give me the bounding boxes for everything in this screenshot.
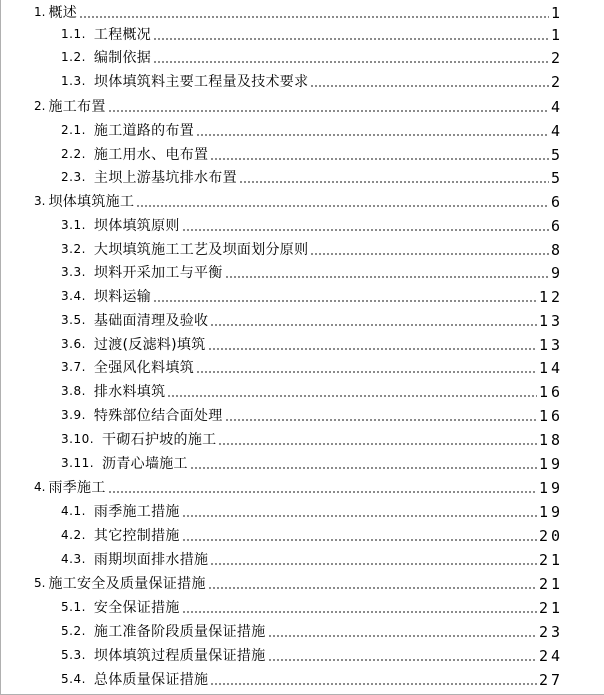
toc-title: 干砌石护坡的施工 [102,432,217,448]
toc-entry-3-8[interactable] [61,379,563,401]
toc-entry-3-2[interactable] [61,237,563,259]
toc-title: 概述 [48,5,78,21]
dot-leader [190,467,537,469]
dot-leader [196,134,549,136]
toc-number: 3.7. [61,360,86,374]
toc-page-number: 13 [538,312,563,330]
toc-entry-3-10[interactable] [61,427,563,449]
toc-title: 坝体填筑施工 [48,194,135,210]
toc-number: 2.1. [61,123,86,137]
toc-page-number: 18 [538,431,563,449]
toc-title: 特殊部位结合面处理 [93,408,223,424]
toc-page-number: 8 [550,241,563,259]
dot-leader [218,443,536,445]
toc-number: 4. [34,480,46,494]
toc-entry-2-3[interactable] [61,165,563,187]
toc-entry-3[interactable] [34,189,563,211]
toc-entry-1-3[interactable] [61,69,563,91]
toc-title: 坝体填筑过程质量保证措施 [93,648,266,664]
dot-leader [153,300,537,302]
toc-number: 3.10. [61,432,95,446]
toc-page-number: 5 [550,146,563,164]
dot-leader [210,158,549,160]
toc-number: 5.2. [61,624,86,638]
dot-leader [108,491,537,493]
toc-number: 3.5. [61,313,86,327]
toc-number: 3.3. [61,265,86,279]
dot-leader [182,229,549,231]
toc-page-number: 19 [538,503,563,521]
toc-page-number: 9 [550,264,563,282]
toc-title: 编制依据 [93,50,152,66]
dot-leader [268,635,537,637]
toc-title: 雨季施工措施 [93,504,180,520]
toc-title: 全强风化料填筑 [93,360,195,376]
toc-entry-3-4[interactable] [61,284,563,306]
dot-leader [208,587,537,589]
toc-page-number: 23 [538,623,563,641]
toc-title: 施工用水、电布置 [93,147,209,163]
toc-title: 施工安全及质量保证措施 [48,576,206,592]
toc-number: 4.2. [61,528,86,542]
toc-page-number: 6 [550,193,563,211]
toc-page-number: 2 [550,73,563,91]
toc-number: 3.1. [61,218,86,232]
dot-leader [196,371,537,373]
toc-number: 5. [34,576,46,590]
toc-number: 5.1. [61,600,86,614]
toc-page-number: 1 [550,4,563,22]
toc-title: 主坝上游基坑排水布置 [93,170,237,186]
toc-title: 安全保证措施 [93,600,180,616]
dot-leader [225,276,549,278]
toc-entry-1-1[interactable] [61,22,563,44]
toc-page-number: 16 [538,383,563,401]
toc-title: 雨季施工 [48,480,106,496]
toc-number: 3.11. [61,456,95,470]
toc-page-number: 2 [550,49,563,67]
toc-entry-4-3[interactable] [61,547,563,569]
toc-entry-3-5[interactable] [61,308,563,330]
toc-page-number: 4 [550,122,563,140]
toc-title: 施工布置 [48,99,106,115]
toc-page-number: 4 [550,98,563,116]
toc-number: 1.1. [61,27,86,41]
dot-leader [153,61,549,63]
toc-entry-4-2[interactable] [61,523,563,545]
toc-number: 3. [34,194,46,208]
toc-entry-2[interactable] [34,94,563,116]
toc-page-number: 13 [538,336,563,354]
toc-number: 1.2. [61,50,86,64]
toc-number: 1.3. [61,74,86,88]
toc-entry-5-3[interactable] [61,643,563,665]
page-left-border [0,0,1,695]
dot-leader [108,110,549,112]
toc-page-number: 6 [550,217,563,235]
toc-title: 工程概况 [93,27,152,43]
toc-title: 大坝填筑施工工艺及坝面划分原则 [93,242,309,258]
toc-entry-5-2[interactable] [61,619,563,641]
toc-title: 坝体填筑原则 [93,218,180,234]
dot-leader [208,348,537,350]
toc-number: 2.2. [61,147,86,161]
dot-leader [79,16,549,18]
dot-leader [210,324,537,326]
toc-page-number: 5 [550,169,563,187]
toc-page-number: 12 [538,288,563,306]
toc-page-number: 14 [538,359,563,377]
toc-page-number: 24 [538,647,563,665]
toc-entry-4-1[interactable] [61,499,563,521]
toc-entry-5-4[interactable] [61,667,563,689]
dot-leader [167,395,537,397]
toc-entry-1[interactable] [34,0,563,22]
toc-number: 2.3. [61,170,86,184]
toc-page-number: 21 [538,551,563,569]
toc-title: 基础面清理及验收 [93,313,209,329]
toc-title: 坝料运输 [93,289,152,305]
toc-number: 3.2. [61,242,86,256]
toc-entry-3-7[interactable] [61,355,563,377]
toc-page-number: 1 [550,26,563,44]
toc-entry-2-2[interactable] [61,142,563,164]
toc-title: 坝料开采加工与平衡 [93,265,223,281]
toc-number: 2. [34,99,46,113]
dot-leader [239,181,549,183]
toc-number: 3.4. [61,289,86,303]
dot-leader [268,659,537,661]
toc-entry-4[interactable] [34,475,563,497]
toc-page-number: 19 [538,479,563,497]
dot-leader [310,85,549,87]
toc-title: 雨期坝面排水措施 [93,552,209,568]
toc-number: 3.8. [61,384,86,398]
toc-entry-3-1[interactable] [61,213,563,235]
toc-title: 施工准备阶段质量保证措施 [93,624,266,640]
toc-entry-3-11[interactable] [61,451,563,473]
dot-leader [210,683,537,685]
toc-title: 施工道路的布置 [93,123,195,139]
dot-leader [182,515,537,517]
toc-title: 坝体填筑料主要工程量及技术要求 [93,74,309,90]
toc-page-number: 19 [538,455,563,473]
toc-entry-1-2[interactable] [61,45,563,67]
dot-leader [136,205,549,207]
toc-title: 排水料填筑 [93,384,166,400]
dot-leader [182,611,537,613]
toc-entry-3-6[interactable] [61,332,563,354]
toc-title: 过渡(反滤料)填筑 [93,337,206,353]
toc-title: 沥青心墙施工 [102,456,188,472]
toc-page-number: 21 [538,599,563,617]
toc-page-number: 21 [538,575,563,593]
toc-page-number: 27 [538,671,563,689]
toc-entry-5[interactable] [34,571,563,593]
toc-number: 3.6. [61,337,86,351]
toc-entry-2-1[interactable] [61,118,563,140]
toc-number: 4.3. [61,552,86,566]
toc-page-number: 16 [538,407,563,425]
toc-number: 5.4. [61,672,86,686]
toc-number: 4.1. [61,504,86,518]
toc-number: 3.9. [61,408,86,422]
dot-leader [225,419,537,421]
toc-entry-5-1[interactable] [61,595,563,617]
dot-leader [153,38,549,40]
toc-title: 总体质量保证措施 [93,672,209,688]
toc-page-number: 20 [538,527,563,545]
toc-entry-3-9[interactable] [61,403,563,425]
toc-entry-3-3[interactable] [61,260,563,282]
toc-title: 其它控制措施 [93,528,180,544]
dot-leader [310,253,549,255]
toc-number: 1. [34,5,46,19]
dot-leader [210,563,537,565]
toc-number: 5.3. [61,648,86,662]
dot-leader [182,539,537,541]
